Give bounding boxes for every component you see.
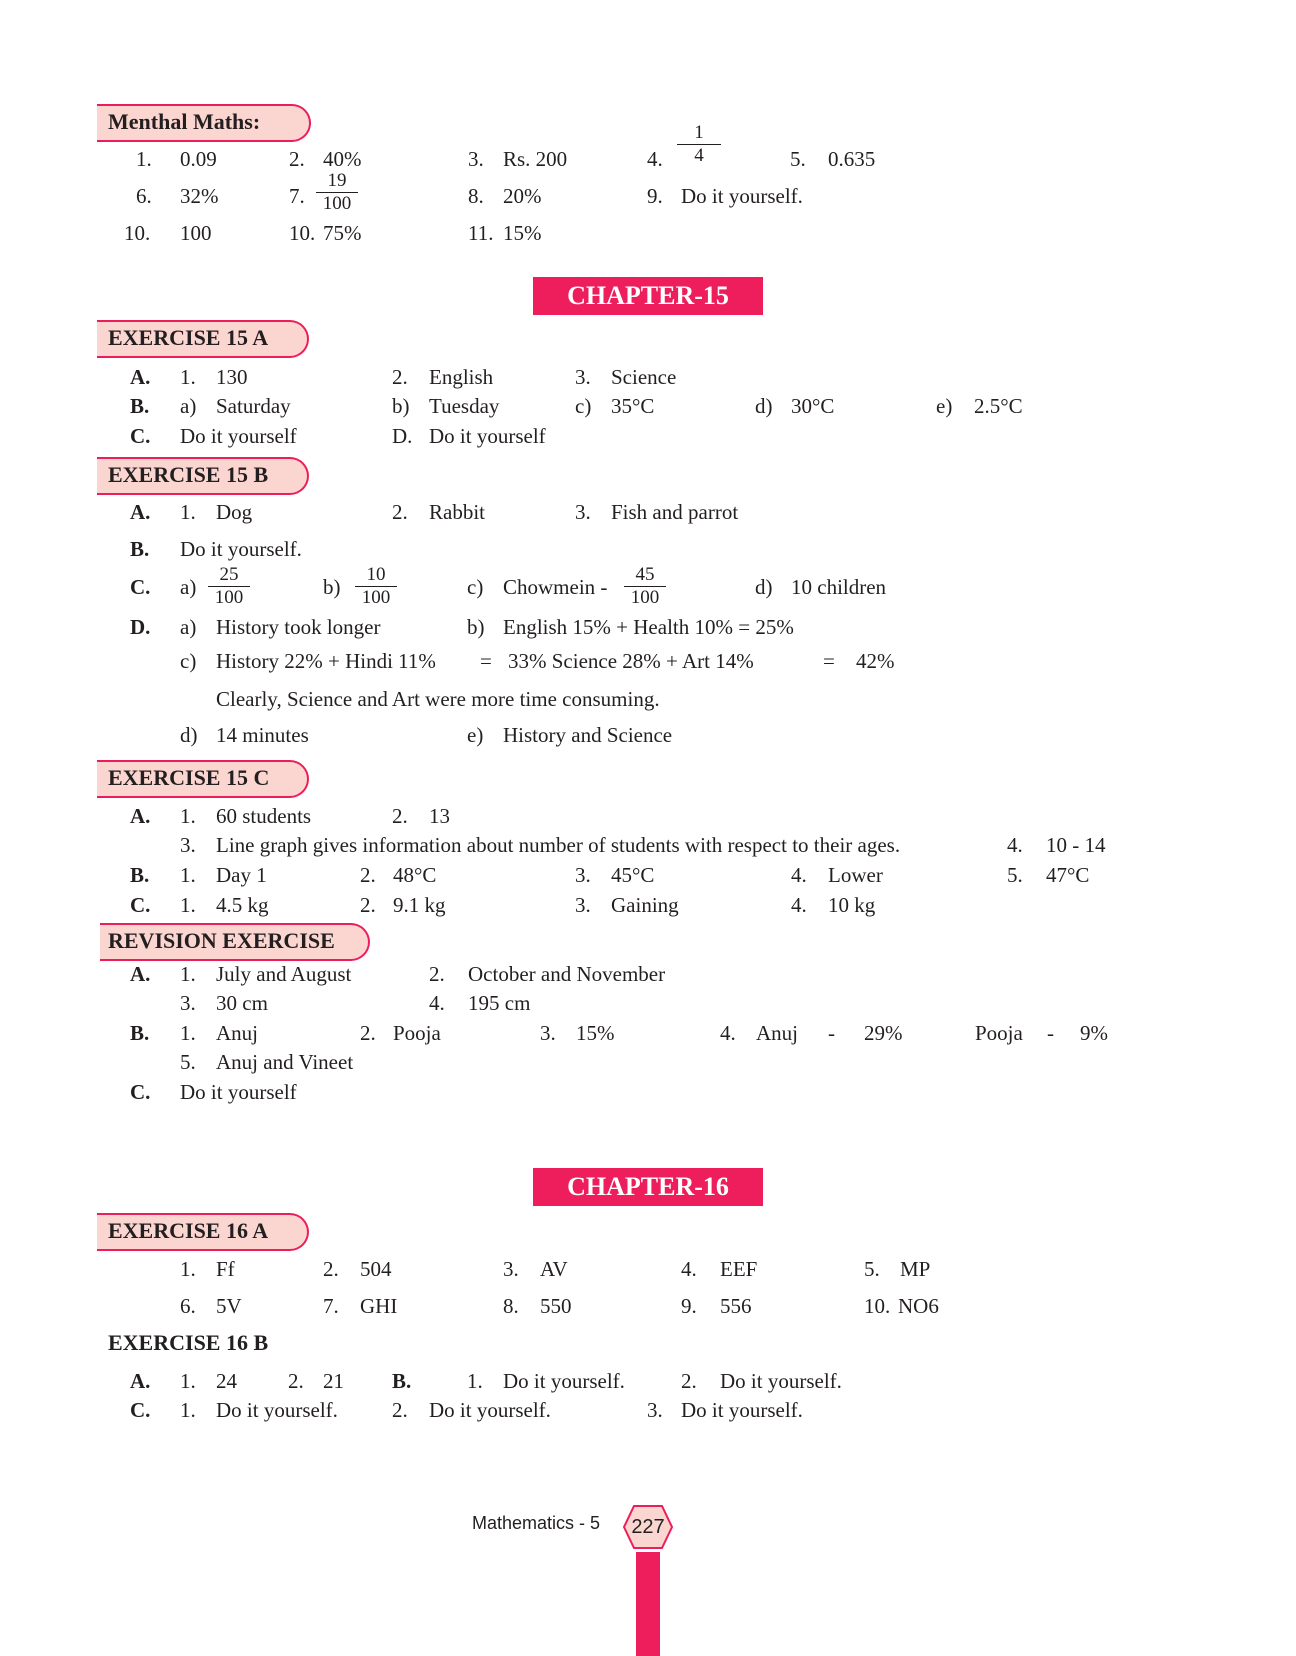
answer: AV bbox=[540, 1257, 568, 1281]
page-number: 227 bbox=[631, 1516, 665, 1538]
q-number: d) bbox=[755, 575, 773, 599]
answer: Anuj and Vineet bbox=[216, 1050, 354, 1074]
answer: 504 bbox=[360, 1257, 392, 1281]
answer: Chowmein - bbox=[503, 575, 608, 599]
answer: 10 kg bbox=[828, 893, 876, 917]
answer: Do it yourself. bbox=[681, 184, 803, 208]
section-label: A. bbox=[130, 804, 151, 828]
answer: Saturday bbox=[216, 394, 291, 418]
section-label: B. bbox=[130, 537, 150, 561]
section-label: D. bbox=[392, 424, 413, 448]
section-label: B. bbox=[130, 863, 150, 887]
answer: 556 bbox=[720, 1294, 752, 1318]
chapter-15-banner: CHAPTER-15 bbox=[533, 277, 763, 315]
q-number: 1. bbox=[180, 893, 196, 917]
answer: 47°C bbox=[1046, 863, 1090, 887]
q-number: 3. bbox=[575, 893, 591, 917]
q-number: 2. bbox=[392, 804, 408, 828]
answer: 550 bbox=[540, 1294, 572, 1318]
answer: 130 bbox=[216, 365, 248, 389]
answer: Science bbox=[611, 365, 677, 389]
q-number: 2. bbox=[429, 962, 445, 986]
q-number: 9. bbox=[681, 1294, 697, 1318]
q-number: 2. bbox=[288, 1369, 304, 1393]
q-number: c) bbox=[180, 649, 197, 673]
footer-bar bbox=[636, 1552, 660, 1656]
answer: History and Science bbox=[503, 723, 673, 747]
q-number: 3. bbox=[575, 365, 591, 389]
q-number: 4. bbox=[1007, 833, 1023, 857]
answer: 42% bbox=[856, 649, 895, 673]
q-number: 2. bbox=[360, 893, 376, 917]
answer: 48°C bbox=[393, 863, 437, 887]
q-number: 10. bbox=[289, 221, 316, 245]
q-number: 3. bbox=[575, 863, 591, 887]
answer: 195 cm bbox=[468, 991, 531, 1015]
section-label: C. bbox=[130, 575, 151, 599]
answer: 29% bbox=[864, 1021, 903, 1045]
q-number: 4. bbox=[720, 1021, 736, 1045]
answer: 0.635 bbox=[828, 147, 876, 171]
q-number: 7. bbox=[289, 184, 305, 208]
answer-note: Clearly, Science and Art were more time consuming. bbox=[216, 687, 660, 711]
q-number: 1. bbox=[180, 1398, 196, 1422]
answer: 45°C bbox=[611, 863, 655, 887]
answer: GHI bbox=[360, 1294, 398, 1318]
answer: July and August bbox=[216, 962, 352, 986]
answer: Do it yourself. bbox=[429, 1398, 551, 1422]
q-number: 5. bbox=[864, 1257, 880, 1281]
q-number: 1. bbox=[180, 1257, 196, 1281]
q-number: 2. bbox=[360, 863, 376, 887]
answer: Do it yourself. bbox=[681, 1398, 803, 1422]
q-number: 1. bbox=[180, 804, 196, 828]
revision-exercise-heading: REVISION EXERCISE bbox=[108, 928, 335, 953]
q-number: 1. bbox=[180, 1021, 196, 1045]
q-number: a) bbox=[180, 615, 197, 639]
q-number: 4. bbox=[791, 893, 807, 917]
q-number: 3. bbox=[180, 991, 196, 1015]
q-number: 1. bbox=[467, 1369, 483, 1393]
answer: 40% bbox=[323, 147, 362, 171]
exercise-16b-heading: EXERCISE 16 B bbox=[108, 1330, 269, 1355]
q-number: b) bbox=[467, 615, 485, 639]
q-number: 1. bbox=[180, 365, 196, 389]
section-label: A. bbox=[130, 365, 151, 389]
answer: Do it yourself. bbox=[720, 1369, 842, 1393]
answer: Fish and parrot bbox=[611, 500, 739, 524]
answer: 9.1 kg bbox=[393, 893, 446, 917]
q-number: 3. bbox=[540, 1021, 556, 1045]
q-number: 5. bbox=[790, 147, 806, 171]
q-number: a) bbox=[180, 394, 197, 418]
q-number: e) bbox=[936, 394, 953, 418]
q-number: 1. bbox=[180, 1369, 196, 1393]
answer: 15% bbox=[503, 221, 542, 245]
exercise-15b-heading: EXERCISE 15 B bbox=[108, 462, 269, 487]
answer: 2.5°C bbox=[974, 394, 1023, 418]
q-number: 1. bbox=[180, 500, 196, 524]
q-number: 2. bbox=[392, 500, 408, 524]
q-number: 3. bbox=[575, 500, 591, 524]
answer: 30°C bbox=[791, 394, 835, 418]
answer: 5V bbox=[216, 1294, 242, 1318]
answer: Anuj bbox=[756, 1021, 798, 1045]
answer: Do it yourself. bbox=[216, 1398, 338, 1422]
answer: Do it yourself bbox=[429, 424, 546, 448]
answer: Rabbit bbox=[429, 500, 485, 524]
q-number: 9. bbox=[647, 184, 663, 208]
answer: Do it yourself. bbox=[503, 1369, 625, 1393]
q-number: 6. bbox=[180, 1294, 196, 1318]
footer-subject: Mathematics - 5 bbox=[472, 1513, 601, 1533]
answer: 75% bbox=[323, 221, 362, 245]
answer: NO6 bbox=[898, 1294, 939, 1318]
section-label: B. bbox=[392, 1369, 412, 1393]
q-number: 7. bbox=[323, 1294, 339, 1318]
answer: History 22% + Hindi 11% bbox=[216, 649, 436, 673]
q-number: 1. bbox=[136, 147, 152, 171]
answer: 32% bbox=[180, 184, 219, 208]
q-number: 2. bbox=[392, 1398, 408, 1422]
q-number: 4. bbox=[791, 863, 807, 887]
equals-sign: = bbox=[480, 649, 492, 673]
q-number: 11. bbox=[468, 221, 494, 245]
q-number: 4. bbox=[429, 991, 445, 1015]
q-number: c) bbox=[467, 575, 484, 599]
answer: Anuj bbox=[216, 1021, 258, 1045]
dash: - bbox=[1047, 1021, 1054, 1045]
answer: 30 cm bbox=[216, 991, 268, 1015]
q-number: 2. bbox=[392, 365, 408, 389]
answer: Gaining bbox=[611, 893, 679, 917]
section-label: D. bbox=[130, 615, 151, 639]
answer: 0.09 bbox=[180, 147, 217, 171]
section-label: C. bbox=[130, 424, 151, 448]
answer: 100 bbox=[180, 221, 212, 245]
answer: Pooja bbox=[975, 1021, 1023, 1045]
answer: Rs. 200 bbox=[503, 147, 568, 171]
answer: 10 children bbox=[791, 575, 887, 599]
section-label: A. bbox=[130, 1369, 151, 1393]
answer: 10 - 14 bbox=[1046, 833, 1106, 857]
answer: 21 bbox=[323, 1369, 344, 1393]
fraction: $\frac{19}{100}$ bbox=[316, 170, 358, 215]
mental-maths-heading: Menthal Maths: bbox=[108, 109, 261, 134]
q-number: b) bbox=[323, 575, 341, 599]
q-number: 4. bbox=[647, 147, 663, 171]
q-number: 5. bbox=[1007, 863, 1023, 887]
answer: 13 bbox=[429, 804, 450, 828]
answer: EEF bbox=[720, 1257, 758, 1281]
answer: Lower bbox=[828, 863, 883, 887]
exercise-15a-heading: EXERCISE 15 A bbox=[108, 325, 269, 350]
answer: 14 minutes bbox=[216, 723, 309, 747]
equals-sign: = bbox=[823, 649, 835, 673]
q-number: e) bbox=[467, 723, 484, 747]
exercise-16a-heading: EXERCISE 16 A bbox=[108, 1218, 269, 1243]
answer: Ff bbox=[216, 1257, 235, 1281]
q-number: 6. bbox=[136, 184, 152, 208]
answer: 20% bbox=[503, 184, 542, 208]
answer: Pooja bbox=[393, 1021, 441, 1045]
answer: English bbox=[429, 365, 494, 389]
q-number: 3. bbox=[180, 833, 196, 857]
answer: 4.5 kg bbox=[216, 893, 269, 917]
answer: October and November bbox=[468, 962, 666, 986]
section-label: C. bbox=[130, 1080, 151, 1104]
fraction: $\frac{25}{100}$ bbox=[208, 564, 250, 609]
answer: MP bbox=[900, 1257, 931, 1281]
q-number: 2. bbox=[360, 1021, 376, 1045]
dash: - bbox=[828, 1021, 835, 1045]
q-number: 2. bbox=[681, 1369, 697, 1393]
q-number: 2. bbox=[323, 1257, 339, 1281]
answer: Tuesday bbox=[429, 394, 500, 418]
answer: 60 students bbox=[216, 804, 312, 828]
answer: Do it yourself bbox=[180, 424, 297, 448]
q-number: 8. bbox=[468, 184, 484, 208]
answer: 15% bbox=[576, 1021, 615, 1045]
q-number: 3. bbox=[503, 1257, 519, 1281]
answer: Dog bbox=[216, 500, 253, 524]
q-number: c) bbox=[575, 394, 592, 418]
q-number: 1. bbox=[180, 962, 196, 986]
q-number: 2. bbox=[289, 147, 305, 171]
section-label: B. bbox=[130, 1021, 150, 1045]
q-number: 4. bbox=[681, 1257, 697, 1281]
fraction: $\frac{45}{100}$ bbox=[624, 564, 666, 609]
section-label: A. bbox=[130, 962, 151, 986]
section-label: C. bbox=[130, 1398, 151, 1422]
answer: 35°C bbox=[611, 394, 655, 418]
section-label: C. bbox=[130, 893, 151, 917]
q-number: 3. bbox=[647, 1398, 663, 1422]
fraction: $\frac{10}{100}$ bbox=[355, 564, 397, 609]
q-number: 8. bbox=[503, 1294, 519, 1318]
chapter-16-banner: CHAPTER-16 bbox=[533, 1168, 763, 1206]
answer: 33% Science 28% + Art 14% bbox=[508, 649, 754, 673]
section-label: A. bbox=[130, 500, 151, 524]
answer: Do it yourself. bbox=[180, 537, 302, 561]
q-number: 10. bbox=[864, 1294, 891, 1318]
q-number: a) bbox=[180, 575, 197, 599]
answer: Do it yourself bbox=[180, 1080, 297, 1104]
q-number: b) bbox=[392, 394, 410, 418]
answer: 24 bbox=[216, 1369, 237, 1393]
answer: Day 1 bbox=[216, 863, 267, 887]
answer: 9% bbox=[1080, 1021, 1108, 1045]
q-number: d) bbox=[755, 394, 773, 418]
q-number: 1. bbox=[180, 863, 196, 887]
section-label: B. bbox=[130, 394, 150, 418]
q-number: d) bbox=[180, 723, 198, 747]
exercise-15c-heading: EXERCISE 15 C bbox=[108, 765, 270, 790]
answer: History took longer bbox=[216, 615, 381, 639]
fraction: $\frac{1}{4}$ bbox=[677, 122, 721, 167]
q-number: 3. bbox=[468, 147, 484, 171]
q-number: 5. bbox=[180, 1050, 196, 1074]
answer: English 15% + Health 10% = 25% bbox=[503, 615, 794, 639]
answer: Line graph gives information about number of students with respect to their ages. bbox=[216, 833, 901, 857]
q-number: 10. bbox=[124, 221, 151, 245]
